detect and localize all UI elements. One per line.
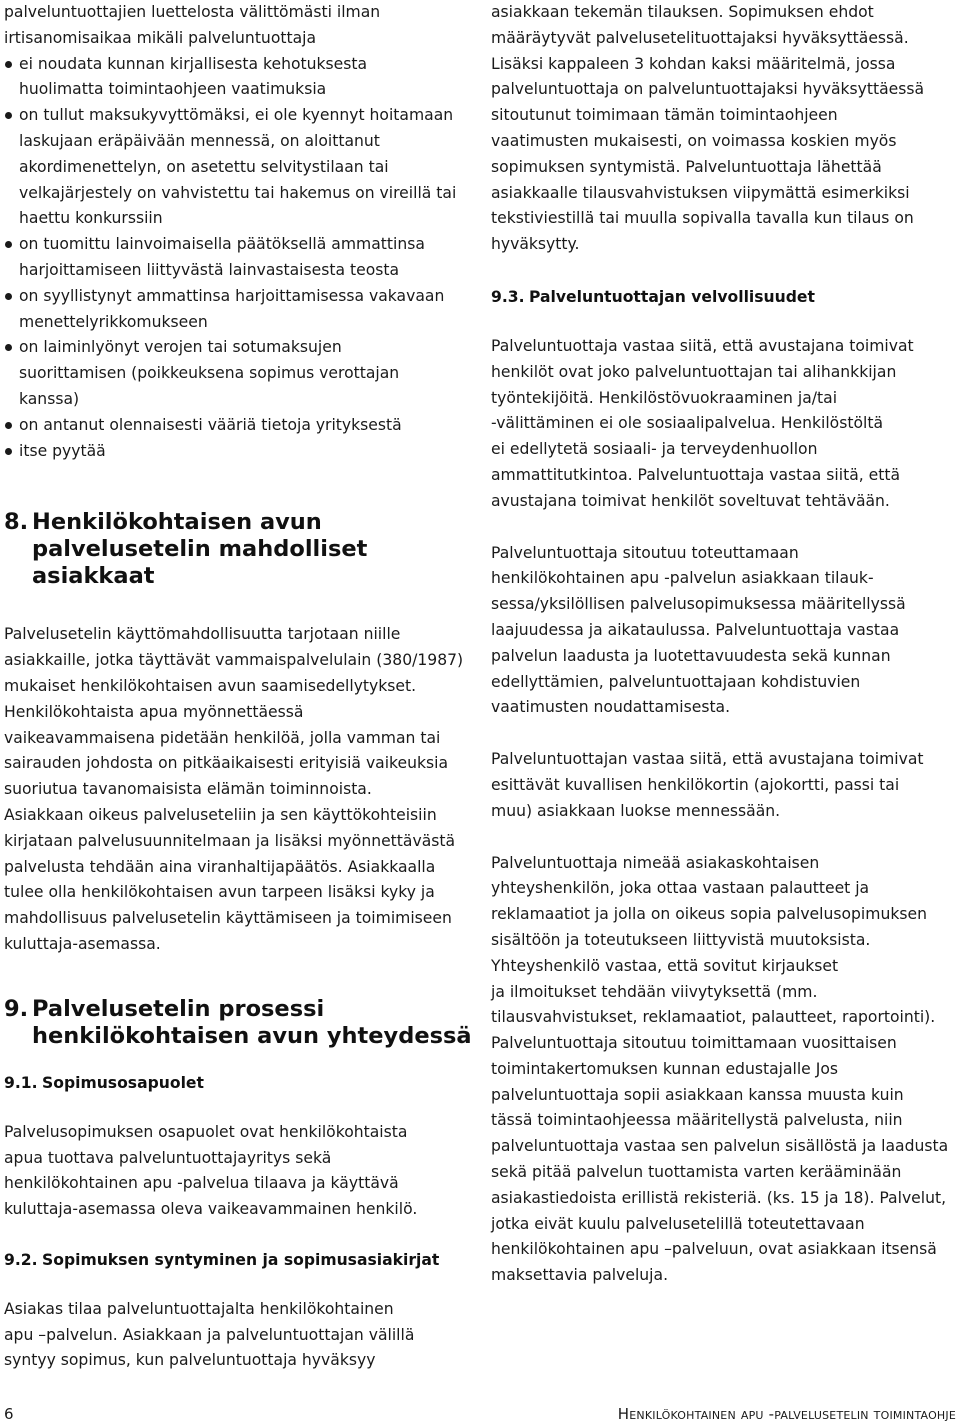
section-9-2-heading	[4, 1247, 472, 1273]
text-line: kanssa)	[19, 389, 80, 408]
text-line: ammattitutkintoa. Palveluntuottaja vastaa siitä, että	[491, 465, 901, 484]
paragraph	[491, 334, 956, 515]
text-line: palveluntuottajien luettelosta välittömästi ilman	[4, 3, 381, 21]
section-8-heading	[4, 509, 472, 590]
list-item	[4, 52, 472, 104]
text-line: ei edellytetä sosiaali- ja terveydenhuollon	[491, 440, 818, 459]
text-line: on tullut maksukyvyttömäksi, ei ole kyennyt hoitamaan	[19, 106, 454, 125]
text-line: suorittamisen (poikkeuksena sopimus verottajan	[19, 364, 400, 383]
text-line: velkajärjestely on vahvistettu tai hakemus on vireillä tai	[19, 183, 457, 202]
text-line: henkilökohtainen apu –palveluun, ovat asiakkaan itsensä	[491, 1240, 937, 1259]
intro-text	[491, 0, 956, 258]
text-line: Palvelusopimuksen osapuolet ovat henkilökohtaista	[4, 1122, 408, 1141]
text-line: huolimatta toimintaohjeen vaatimuksia	[19, 80, 327, 99]
list-item	[4, 439, 472, 465]
text-line: sopimuksen syntymistä. Palveluntuottaja lähettää	[491, 157, 882, 176]
right-column	[491, 0, 956, 1289]
text-line: irtisanomisaikaa mikäli palveluntuottaja	[4, 28, 317, 47]
section-number: 8.	[4, 509, 29, 536]
text-line: asiakkaalle tilausvahvistuksen viipymättä esimerkiksi	[491, 183, 910, 202]
text-line: Palvelusetelin käyttömahdollisuutta tarjotaan niille	[4, 625, 401, 644]
section-number: 9.2.	[4, 1250, 38, 1269]
text-line: on tuomittu lainvoimaisella päätöksellä ammattinsa	[19, 235, 425, 254]
list-item	[4, 284, 472, 336]
text-line: akordimenettelyn, on asetettu selvitystilaan tai	[19, 157, 389, 176]
text-line: asiakkaille, jotka täyttävät vammaispalvelulain (380/1987)	[4, 651, 464, 670]
text-line: itse pyytää	[19, 441, 106, 460]
text-line: palveluntuottaja vastaa sen palvelun sisällöstä ja laadusta	[491, 1137, 949, 1156]
text-line: Palveluntuottaja sitoutuu toteuttamaan	[491, 543, 799, 562]
text-line: sairauden johdosta on pitkäaikaisesti erityisiä vaikeuksia	[4, 754, 449, 773]
text-line: määräytyvät palvelusetelituottajaksi hyväksyttäessä.	[491, 28, 909, 47]
text-line: haettu konkurssiin	[19, 209, 163, 228]
text-line: laajuudessa ja aikataulussa. Palveluntuottaja vastaa	[491, 620, 900, 639]
text-line: tässä toimintaohjeessa määritellystä palvelusta, niin	[491, 1111, 903, 1130]
text-line: Palveluntuottaja vastaa siitä, että avustajana toimivat	[491, 336, 914, 355]
intro-text	[4, 0, 472, 52]
text-line: vaatimusten noudattamisesta.	[491, 698, 731, 717]
text-line: on antanut olennaisesti vääriä tietoja yrityksestä	[19, 415, 402, 434]
text-line: Lisäksi kappaleen 3 kohdan kaksi määritelmä, jossa	[491, 54, 896, 73]
text-line: sisältöön ja toteutukseen liittyvistä muutoksista.	[491, 930, 871, 949]
text-line: Asiakkaan oikeus palveluseteliin ja sen käyttökohteisiin	[4, 805, 437, 824]
text-line: vaatimusten mukaisesti, on voimassa koskien myös	[491, 131, 897, 150]
paragraph	[491, 851, 956, 1290]
text-line: muu) asiakkaan luokse mennessään.	[491, 801, 781, 820]
section-number: 9.1.	[4, 1073, 38, 1092]
text-line: sitoutunut toimimaan tämän toimintaohjeen	[491, 106, 838, 125]
heading-line: palvelusetelin mahdolliset asiakkaat	[32, 536, 368, 590]
page-number: 6	[4, 1405, 14, 1423]
text-line: asiakastiedoista erillistä rekisteriä. (ks. 15 ja 18). Palvelut,	[491, 1188, 947, 1207]
text-line: sessa/yksilöllisen palvelusopimuksessa määritellyssä	[491, 595, 906, 614]
heading-title: Sopimusosapuolet	[42, 1073, 204, 1092]
text-line: menettelyrikkomukseen	[19, 312, 208, 331]
paragraph	[491, 541, 956, 722]
text-line: Palveluntuottajan vastaa siitä, että avustajana toimivat	[491, 750, 924, 769]
list-item	[4, 335, 472, 412]
heading-line: Henkilökohtaisen avun	[32, 509, 322, 536]
section-9-2-body	[4, 1297, 472, 1374]
section-8-body	[4, 622, 472, 957]
text-line: henkilökohtainen apu -palvelun asiakkaan tilauk-	[491, 569, 874, 588]
text-line: tekstiviestillä tai muulla sopivalla tavalla kun tilaus on	[491, 209, 914, 228]
text-line: toimintakertomuksen kunnan edustajalle Jos	[491, 1059, 838, 1078]
text-line: Yhteyshenkilö vastaa, että sovitut kirjaukset	[491, 956, 839, 975]
section-number: 9.3.	[491, 287, 525, 306]
section-9-1-heading	[4, 1070, 472, 1096]
text-line: Asiakas tilaa palveluntuottajalta henkilökohtainen	[4, 1299, 394, 1318]
text-line: maksettavia palveluja.	[491, 1266, 669, 1285]
termination-conditions-list	[4, 52, 472, 465]
text-line: kuluttaja-asemassa.	[4, 934, 161, 953]
list-item	[4, 413, 472, 439]
text-line: Palveluntuottaja nimeää asiakaskohtaisen	[491, 853, 820, 872]
text-line: palvelun laadusta ja luotettavuudesta sekä kunnan	[491, 646, 891, 665]
text-line: on laiminlyönyt verojen tai sotumaksujen	[19, 338, 342, 357]
text-line: mukaiset henkilökohtaisen avun saamisedellytykset.	[4, 676, 417, 695]
text-line: reklamaatiot ja jolla on oikeus sopia palvelusopimuksen	[491, 905, 927, 924]
text-line: palveluntuottaja on palveluntuottajaksi hyväksyttäessä	[491, 80, 925, 99]
list-item	[4, 232, 472, 284]
text-line: syntyy sopimus, kun palveluntuottaja hyväksyy	[4, 1351, 376, 1370]
text-line: asiakkaan tekemän tilauksen. Sopimuksen ehdot	[491, 3, 874, 21]
text-line: esittävät kuvallisen henkilökortin (ajokortti, passi tai	[491, 775, 900, 794]
section-9-heading	[4, 996, 472, 1050]
text-line: vaikeavammaisena pidetään henkilöä, jolla vamman tai	[4, 728, 441, 747]
text-line: avustajana toimivat henkilöt soveltuvat tehtävään.	[491, 491, 890, 510]
text-line: palveluntuottaja sopii asiakkaan kanssa muusta kuin	[491, 1085, 904, 1104]
section-9-1-body	[4, 1120, 472, 1223]
heading-line: henkilökohtaisen avun yhteydessä	[32, 1022, 472, 1049]
text-line: kuluttaja-asemassa oleva vaikeavammainen henkilö.	[4, 1200, 418, 1219]
paragraph	[491, 747, 956, 824]
text-line: apu –palvelun. Asiakkaan ja palveluntuottajan välillä	[4, 1325, 415, 1344]
text-line: hyväksytty.	[491, 235, 580, 254]
text-line: mahdollisuus palvelusetelin käyttämiseen ja toimimiseen	[4, 909, 452, 928]
left-column	[4, 0, 472, 1374]
list-item	[4, 103, 472, 232]
heading-title: Sopimuksen syntyminen ja sopimusasiakirjat	[42, 1250, 440, 1269]
section-9-3-heading	[491, 284, 956, 310]
text-line: henkilökohtainen apu -palvelua tilaava ja käyttävä	[4, 1174, 399, 1193]
text-line: jotka eivät kuulu palvelusetelillä toteutettavaan	[491, 1214, 865, 1233]
heading-line: Palvelusetelin prosessi	[32, 995, 325, 1022]
text-line: tilausvahvistukset, reklamaatiot, palautteet, raportointi).	[491, 1008, 936, 1027]
running-footer-title: Henkilökohtainen apu -palvelusetelin toimintaohje	[617, 1405, 956, 1423]
text-line: henkilöt ovat joko palveluntuottajan tai alihankkijan	[491, 362, 897, 381]
section-number: 9.	[4, 995, 29, 1022]
text-line: edellyttämien, palveluntuottajaan kohdistuvien	[491, 672, 861, 691]
heading-title: Palveluntuottajan velvollisuudet	[529, 287, 815, 306]
text-line: -välittäminen ei ole sosiaalipalvelua. Henkilöstöltä	[491, 414, 883, 433]
text-line: laskujaan eräpäivään mennessä, on aloittanut	[19, 131, 380, 150]
text-line: harjoittamiseen liittyvästä lainvastaisesta teosta	[19, 260, 400, 279]
text-line: ja ilmoitukset tehdään viivytyksettä (mm.	[491, 982, 818, 1001]
text-line: yhteyshenkilön, joka ottaa vastaan palautteet ja	[491, 879, 870, 898]
text-line: on syyllistynyt ammattinsa harjoittamisessa vakavaan	[19, 286, 445, 305]
text-line: palvelusta tehdään aina viranhaltijapäätös. Asiakkaalla	[4, 857, 436, 876]
text-line: ei noudata kunnan kirjallisesta kehotuksesta	[19, 54, 368, 73]
text-line: työntekijöitä. Henkilöstövuokraaminen ja/tai	[491, 388, 838, 407]
text-line: kirjataan palvelusuunnitelmaan ja lisäksi myönnettävästä	[4, 831, 456, 850]
text-line: apua tuottava palveluntuottajayritys sekä	[4, 1148, 332, 1167]
text-line: suoriutua tavanomaisista elämän toiminnoista.	[4, 780, 372, 799]
text-line: tulee olla henkilökohtaisen avun tarpeen lisäksi kyky ja	[4, 883, 435, 902]
text-line: sekä pitää palvelun tuottamista varten kerääminään	[491, 1163, 902, 1182]
text-line: Palveluntuottaja sitoutuu toimittamaan vuosittaisen	[491, 1034, 897, 1053]
text-line: Henkilökohtaista apua myönnettäessä	[4, 702, 304, 721]
